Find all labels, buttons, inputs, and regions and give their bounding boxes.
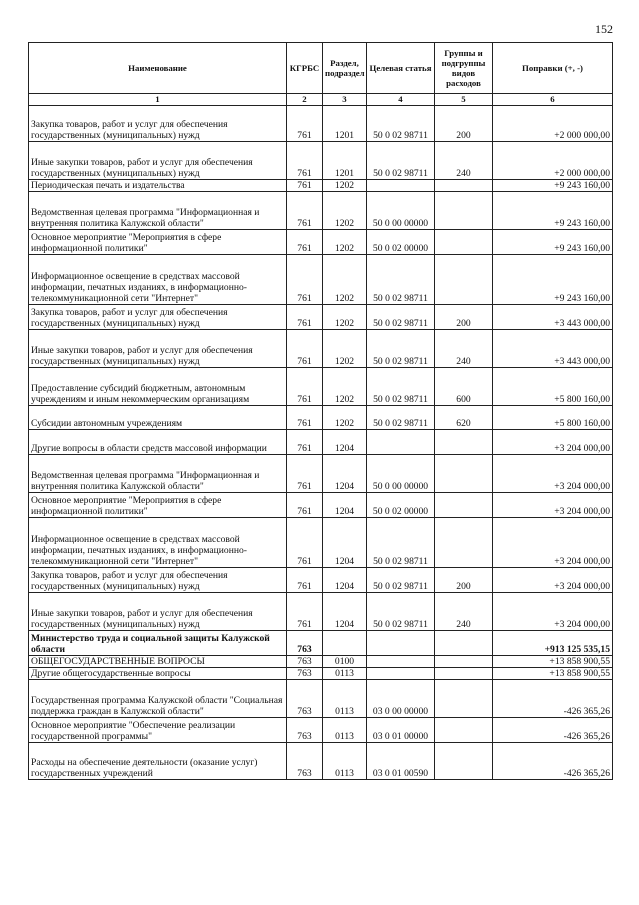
header-section: Раздел, подраздел xyxy=(323,43,367,94)
cell-amount: -426 365,26 xyxy=(493,743,613,780)
cell-kgrbs: 761 xyxy=(287,493,323,518)
cell-name: Информационное освещение в средствах массовой информации, печатных изданиях, в информационно-телекоммуникационной сети "Интернет" xyxy=(29,255,287,305)
cell-name: Государственная программа Калужской области "Социальная поддержка граждан в Калужской области" xyxy=(29,680,287,718)
table-row xyxy=(29,718,613,743)
table-row xyxy=(29,192,613,230)
table-row xyxy=(29,305,613,330)
column-number: 2 xyxy=(287,94,323,106)
column-number: 5 xyxy=(435,94,493,106)
cell-name: Ведомственная целевая программа "Информационная и внутренняя политика Калужской области" xyxy=(29,192,287,230)
header-row xyxy=(29,43,613,94)
cell-group xyxy=(435,718,493,743)
cell-amount: -426 365,26 xyxy=(493,680,613,718)
cell-group xyxy=(435,255,493,305)
cell-section: 1204 xyxy=(323,568,367,593)
cell-target xyxy=(367,430,435,455)
cell-amount: -426 365,26 xyxy=(493,718,613,743)
cell-target: 50 0 02 98711 xyxy=(367,255,435,305)
column-number: 3 xyxy=(323,94,367,106)
table-row xyxy=(29,368,613,406)
cell-name: Периодическая печать и издательства xyxy=(29,180,287,192)
table-row xyxy=(29,568,613,593)
cell-section: 1202 xyxy=(323,255,367,305)
cell-name: Иные закупки товаров, работ и услуг для обеспечения государственных (муниципальных) нужд xyxy=(29,142,287,180)
table-row xyxy=(29,106,613,142)
cell-kgrbs: 761 xyxy=(287,142,323,180)
cell-section: 0113 xyxy=(323,680,367,718)
cell-kgrbs: 761 xyxy=(287,568,323,593)
cell-amount: +9 243 160,00 xyxy=(493,230,613,255)
table-row xyxy=(29,518,613,568)
table-row xyxy=(29,330,613,368)
table-row xyxy=(29,668,613,680)
cell-group: 200 xyxy=(435,106,493,142)
cell-section: 0113 xyxy=(323,668,367,680)
header-kgrbs: КГРБС xyxy=(287,43,323,94)
cell-target: 50 0 02 00000 xyxy=(367,493,435,518)
table-row xyxy=(29,430,613,455)
cell-group xyxy=(435,430,493,455)
cell-group: 240 xyxy=(435,593,493,631)
cell-section: 1204 xyxy=(323,518,367,568)
table-body xyxy=(29,106,613,780)
table-row xyxy=(29,743,613,780)
cell-amount: +13 858 900,55 xyxy=(493,668,613,680)
cell-kgrbs: 761 xyxy=(287,455,323,493)
table-row xyxy=(29,255,613,305)
cell-amount: +3 204 000,00 xyxy=(493,568,613,593)
cell-name: Ведомственная целевая программа "Информационная и внутренняя политика Калужской области" xyxy=(29,455,287,493)
cell-amount: +3 204 000,00 xyxy=(493,593,613,631)
cell-kgrbs: 761 xyxy=(287,180,323,192)
column-number: 6 xyxy=(493,94,613,106)
cell-name: Закупка товаров, работ и услуг для обеспечения государственных (муниципальных) нужд xyxy=(29,568,287,593)
cell-name: Другие общегосударственные вопросы xyxy=(29,668,287,680)
cell-target: 50 0 00 00000 xyxy=(367,192,435,230)
cell-section: 1202 xyxy=(323,192,367,230)
column-number-row xyxy=(29,94,613,106)
cell-target xyxy=(367,656,435,668)
cell-name: Субсидии автономным учреждениям xyxy=(29,406,287,430)
cell-amount: +3 443 000,00 xyxy=(493,305,613,330)
cell-group xyxy=(435,656,493,668)
cell-kgrbs: 761 xyxy=(287,192,323,230)
cell-kgrbs: 761 xyxy=(287,406,323,430)
cell-group: 620 xyxy=(435,406,493,430)
cell-target: 03 0 01 00590 xyxy=(367,743,435,780)
table-row xyxy=(29,455,613,493)
cell-kgrbs: 761 xyxy=(287,430,323,455)
cell-kgrbs: 761 xyxy=(287,255,323,305)
page-number: 152 xyxy=(595,22,613,36)
cell-section: 1202 xyxy=(323,180,367,192)
cell-amount: +2 000 000,00 xyxy=(493,142,613,180)
cell-group xyxy=(435,518,493,568)
cell-name: Информационное освещение в средствах массовой информации, печатных изданиях, в информационно-телекоммуникационной сети "Интернет" xyxy=(29,518,287,568)
cell-amount: +913 125 535,15 xyxy=(493,631,613,656)
cell-kgrbs: 761 xyxy=(287,330,323,368)
cell-group: 200 xyxy=(435,305,493,330)
cell-group: 240 xyxy=(435,142,493,180)
cell-name: Предоставление субсидий бюджетным, автономным учреждениям и иным некоммерческим организациям xyxy=(29,368,287,406)
cell-kgrbs: 763 xyxy=(287,631,323,656)
table-row xyxy=(29,406,613,430)
cell-name: Расходы на обеспечение деятельности (оказание услуг) государственных учреждений xyxy=(29,743,287,780)
cell-group xyxy=(435,493,493,518)
cell-target: 50 0 02 98711 xyxy=(367,568,435,593)
cell-amount: +13 858 900,55 xyxy=(493,656,613,668)
cell-kgrbs: 761 xyxy=(287,368,323,406)
cell-target: 50 0 02 00000 xyxy=(367,230,435,255)
cell-amount: +9 243 160,00 xyxy=(493,255,613,305)
cell-target: 03 0 00 00000 xyxy=(367,680,435,718)
cell-target xyxy=(367,631,435,656)
cell-name: Основное мероприятие "Мероприятия в сфере информационной политики" xyxy=(29,493,287,518)
header-groups: Группы и подгруппы видов расходов xyxy=(435,43,493,94)
column-number: 4 xyxy=(367,94,435,106)
cell-name: Основное мероприятие "Обеспечение реализации государственной программы" xyxy=(29,718,287,743)
table-row xyxy=(29,180,613,192)
cell-name: Министерство труда и социальной защиты Калужской области xyxy=(29,631,287,656)
cell-amount: +9 243 160,00 xyxy=(493,180,613,192)
cell-section xyxy=(323,631,367,656)
table-row xyxy=(29,631,613,656)
cell-kgrbs: 761 xyxy=(287,106,323,142)
cell-target: 50 0 02 98711 xyxy=(367,330,435,368)
cell-section: 0113 xyxy=(323,743,367,780)
cell-name: Основное мероприятие "Мероприятия в сфере информационной политики" xyxy=(29,230,287,255)
cell-section: 1202 xyxy=(323,330,367,368)
cell-section: 1201 xyxy=(323,106,367,142)
cell-target: 50 0 02 98711 xyxy=(367,593,435,631)
cell-amount: +3 443 000,00 xyxy=(493,330,613,368)
budget-amendments-table xyxy=(28,42,613,780)
cell-amount: +3 204 000,00 xyxy=(493,455,613,493)
cell-group xyxy=(435,680,493,718)
cell-section: 1202 xyxy=(323,230,367,255)
cell-group: 200 xyxy=(435,568,493,593)
cell-group: 240 xyxy=(435,330,493,368)
cell-section: 0100 xyxy=(323,656,367,668)
cell-section: 1204 xyxy=(323,455,367,493)
cell-target: 50 0 02 98711 xyxy=(367,406,435,430)
cell-section: 1202 xyxy=(323,368,367,406)
cell-section: 1202 xyxy=(323,406,367,430)
cell-target xyxy=(367,668,435,680)
header-amendments: Поправки (+, -) xyxy=(493,43,613,94)
cell-kgrbs: 763 xyxy=(287,680,323,718)
cell-section: 1204 xyxy=(323,593,367,631)
cell-kgrbs: 763 xyxy=(287,718,323,743)
cell-kgrbs: 761 xyxy=(287,593,323,631)
header-target: Целевая статья xyxy=(367,43,435,94)
cell-kgrbs: 761 xyxy=(287,305,323,330)
cell-group xyxy=(435,192,493,230)
cell-group xyxy=(435,455,493,493)
cell-section: 0113 xyxy=(323,718,367,743)
cell-kgrbs: 763 xyxy=(287,743,323,780)
cell-group xyxy=(435,668,493,680)
cell-name: Закупка товаров, работ и услуг для обеспечения государственных (муниципальных) нужд xyxy=(29,305,287,330)
cell-group xyxy=(435,180,493,192)
cell-group xyxy=(435,230,493,255)
column-number: 1 xyxy=(29,94,287,106)
cell-target xyxy=(367,180,435,192)
cell-target: 50 0 02 98711 xyxy=(367,142,435,180)
table-row xyxy=(29,656,613,668)
cell-kgrbs: 761 xyxy=(287,230,323,255)
cell-kgrbs: 761 xyxy=(287,518,323,568)
cell-target: 50 0 02 98711 xyxy=(367,305,435,330)
cell-target: 50 0 00 00000 xyxy=(367,455,435,493)
cell-amount: +3 204 000,00 xyxy=(493,430,613,455)
cell-name: Закупка товаров, работ и услуг для обеспечения государственных (муниципальных) нужд xyxy=(29,106,287,142)
cell-amount: +2 000 000,00 xyxy=(493,106,613,142)
cell-target: 03 0 01 00000 xyxy=(367,718,435,743)
table-row xyxy=(29,680,613,718)
table-row xyxy=(29,230,613,255)
cell-amount: +3 204 000,00 xyxy=(493,518,613,568)
cell-target: 50 0 02 98711 xyxy=(367,368,435,406)
cell-kgrbs: 763 xyxy=(287,656,323,668)
cell-section: 1204 xyxy=(323,493,367,518)
cell-group xyxy=(435,743,493,780)
cell-target: 50 0 02 98711 xyxy=(367,518,435,568)
table-row xyxy=(29,142,613,180)
cell-group: 600 xyxy=(435,368,493,406)
header-name: Наименование xyxy=(29,43,287,94)
table-row xyxy=(29,593,613,631)
cell-name: ОБЩЕГОСУДАРСТВЕННЫЕ ВОПРОСЫ xyxy=(29,656,287,668)
cell-kgrbs: 763 xyxy=(287,668,323,680)
cell-group xyxy=(435,631,493,656)
cell-section: 1201 xyxy=(323,142,367,180)
cell-amount: +3 204 000,00 xyxy=(493,493,613,518)
cell-name: Иные закупки товаров, работ и услуг для обеспечения государственных (муниципальных) нужд xyxy=(29,330,287,368)
cell-name: Другие вопросы в области средств массовой информации xyxy=(29,430,287,455)
cell-name: Иные закупки товаров, работ и услуг для обеспечения государственных (муниципальных) нужд xyxy=(29,593,287,631)
cell-amount: +5 800 160,00 xyxy=(493,368,613,406)
cell-target: 50 0 02 98711 xyxy=(367,106,435,142)
cell-amount: +9 243 160,00 xyxy=(493,192,613,230)
cell-section: 1202 xyxy=(323,305,367,330)
cell-amount: +5 800 160,00 xyxy=(493,406,613,430)
table-row xyxy=(29,493,613,518)
cell-section: 1204 xyxy=(323,430,367,455)
